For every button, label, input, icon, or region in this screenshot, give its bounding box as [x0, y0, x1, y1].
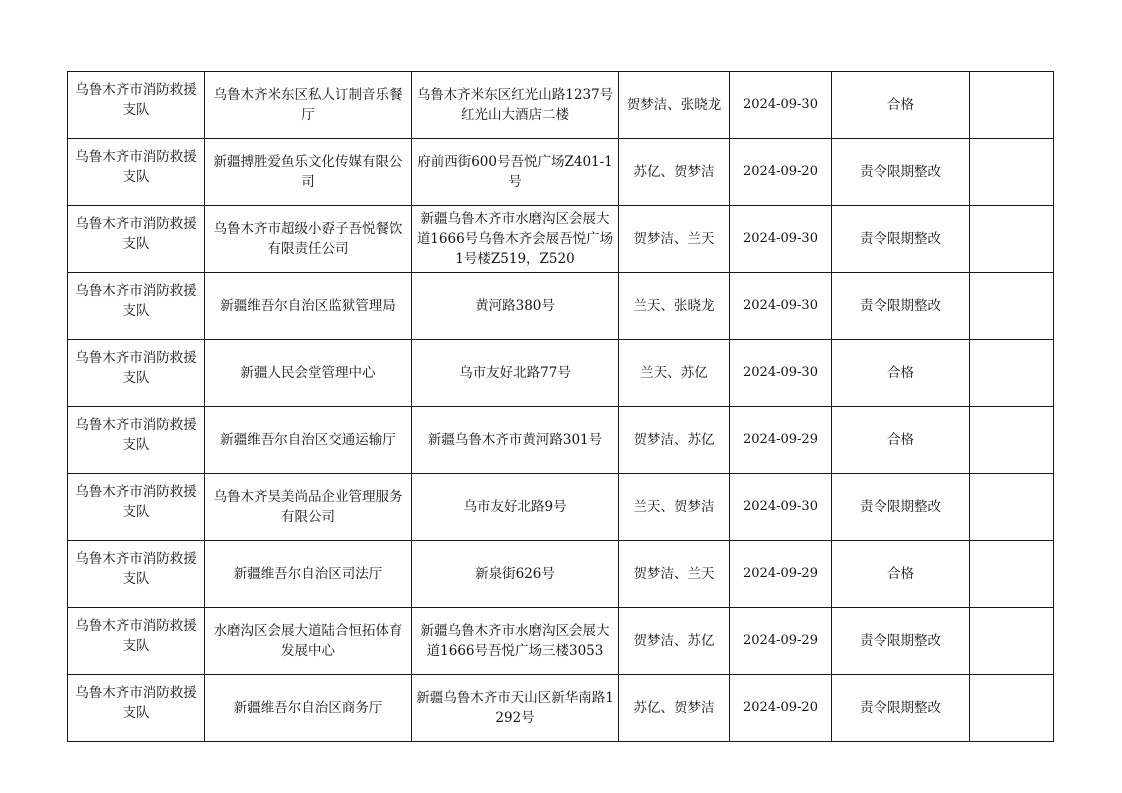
- inspectors-cell: 兰天、张晓龙: [619, 273, 730, 340]
- org-cell: 乌鲁木齐市消防救援支队: [68, 675, 205, 742]
- result-cell: 责令限期整改: [832, 675, 970, 742]
- date-cell: 2024-09-30: [730, 273, 832, 340]
- result-cell: 合格: [832, 340, 970, 407]
- result-cell: 责令限期整改: [832, 273, 970, 340]
- inspectors-cell: 贺梦洁、苏亿: [619, 608, 730, 675]
- address-cell: 新疆乌鲁木齐市天山区新华南路1292号: [412, 675, 619, 742]
- result-cell: 合格: [832, 541, 970, 608]
- result-cell: 责令限期整改: [832, 608, 970, 675]
- address-cell: 新疆乌鲁木齐市水磨沟区会展大道1666号乌鲁木齐会展吾悦广场1号楼Z519，Z520: [412, 206, 619, 273]
- table-row: [68, 608, 1054, 675]
- date-cell: 2024-09-30: [730, 340, 832, 407]
- table-row: [68, 675, 1054, 742]
- result-cell: 合格: [832, 407, 970, 474]
- address-cell: 府前西街600号吾悦广场Z401-1号: [412, 139, 619, 206]
- table-row: [68, 340, 1054, 407]
- org-cell: 乌鲁木齐市消防救援支队: [68, 206, 205, 273]
- address-cell: 新疆乌鲁木齐市黄河路301号: [412, 407, 619, 474]
- inspectors-cell: 兰天、贺梦洁: [619, 474, 730, 541]
- result-cell: 责令限期整改: [832, 474, 970, 541]
- address-cell: 新疆乌鲁木齐市水磨沟区会展大道1666号吾悦广场三楼3053: [412, 608, 619, 675]
- address-cell: 乌鲁木齐米东区红光山路1237号红光山大酒店二楼: [412, 72, 619, 139]
- unit-name-cell: 乌鲁木齐昊美尚品企业管理服务有限公司: [205, 474, 412, 541]
- org-cell: 乌鲁木齐市消防救援支队: [68, 474, 205, 541]
- address-cell: 乌市友好北路77号: [412, 340, 619, 407]
- inspectors-cell: 贺梦洁、兰天: [619, 541, 730, 608]
- date-cell: 2024-09-29: [730, 541, 832, 608]
- remark-cell: [970, 72, 1054, 139]
- org-cell: 乌鲁木齐市消防救援支队: [68, 273, 205, 340]
- table-row: [68, 206, 1054, 273]
- unit-name-cell: 新疆维吾尔自治区商务厅: [205, 675, 412, 742]
- address-cell: 黄河路380号: [412, 273, 619, 340]
- inspectors-cell: 苏亿、贺梦洁: [619, 675, 730, 742]
- remark-cell: [970, 273, 1054, 340]
- table-body: [68, 72, 1054, 742]
- result-cell: 合格: [832, 72, 970, 139]
- date-cell: 2024-09-20: [730, 139, 832, 206]
- address-cell: 乌市友好北路9号: [412, 474, 619, 541]
- remark-cell: [970, 608, 1054, 675]
- org-cell: 乌鲁木齐市消防救援支队: [68, 139, 205, 206]
- inspectors-cell: 苏亿、贺梦洁: [619, 139, 730, 206]
- table-row: [68, 139, 1054, 206]
- org-cell: 乌鲁木齐市消防救援支队: [68, 541, 205, 608]
- inspectors-cell: 兰天、苏亿: [619, 340, 730, 407]
- unit-name-cell: 乌鲁木齐米东区私人订制音乐餐厅: [205, 72, 412, 139]
- inspectors-cell: 贺梦洁、兰天: [619, 206, 730, 273]
- unit-name-cell: 水磨沟区会展大道陆合恒拓体育发展中心: [205, 608, 412, 675]
- date-cell: 2024-09-29: [730, 608, 832, 675]
- table-row: [68, 273, 1054, 340]
- table-row: [68, 541, 1054, 608]
- inspectors-cell: 贺梦洁、张晓龙: [619, 72, 730, 139]
- result-cell: 责令限期整改: [832, 206, 970, 273]
- unit-name-cell: 新疆维吾尔自治区监狱管理局: [205, 273, 412, 340]
- org-cell: 乌鲁木齐市消防救援支队: [68, 340, 205, 407]
- date-cell: 2024-09-30: [730, 206, 832, 273]
- remark-cell: [970, 340, 1054, 407]
- remark-cell: [970, 206, 1054, 273]
- date-cell: 2024-09-30: [730, 72, 832, 139]
- inspection-table: [67, 71, 1054, 742]
- date-cell: 2024-09-30: [730, 474, 832, 541]
- table-row: [68, 72, 1054, 139]
- date-cell: 2024-09-20: [730, 675, 832, 742]
- unit-name-cell: 新疆搏胜爱鱼乐文化传媒有限公司: [205, 139, 412, 206]
- unit-name-cell: 新疆人民会堂管理中心: [205, 340, 412, 407]
- inspectors-cell: 贺梦洁、苏亿: [619, 407, 730, 474]
- unit-name-cell: 新疆维吾尔自治区司法厅: [205, 541, 412, 608]
- remark-cell: [970, 474, 1054, 541]
- org-cell: 乌鲁木齐市消防救援支队: [68, 72, 205, 139]
- date-cell: 2024-09-29: [730, 407, 832, 474]
- unit-name-cell: 乌鲁木齐市超级小孬子吾悦餐饮有限责任公司: [205, 206, 412, 273]
- address-cell: 新泉街626号: [412, 541, 619, 608]
- remark-cell: [970, 407, 1054, 474]
- table-row: [68, 474, 1054, 541]
- org-cell: 乌鲁木齐市消防救援支队: [68, 608, 205, 675]
- remark-cell: [970, 139, 1054, 206]
- remark-cell: [970, 541, 1054, 608]
- unit-name-cell: 新疆维吾尔自治区交通运输厅: [205, 407, 412, 474]
- table-row: [68, 407, 1054, 474]
- result-cell: 责令限期整改: [832, 139, 970, 206]
- remark-cell: [970, 675, 1054, 742]
- org-cell: 乌鲁木齐市消防救援支队: [68, 407, 205, 474]
